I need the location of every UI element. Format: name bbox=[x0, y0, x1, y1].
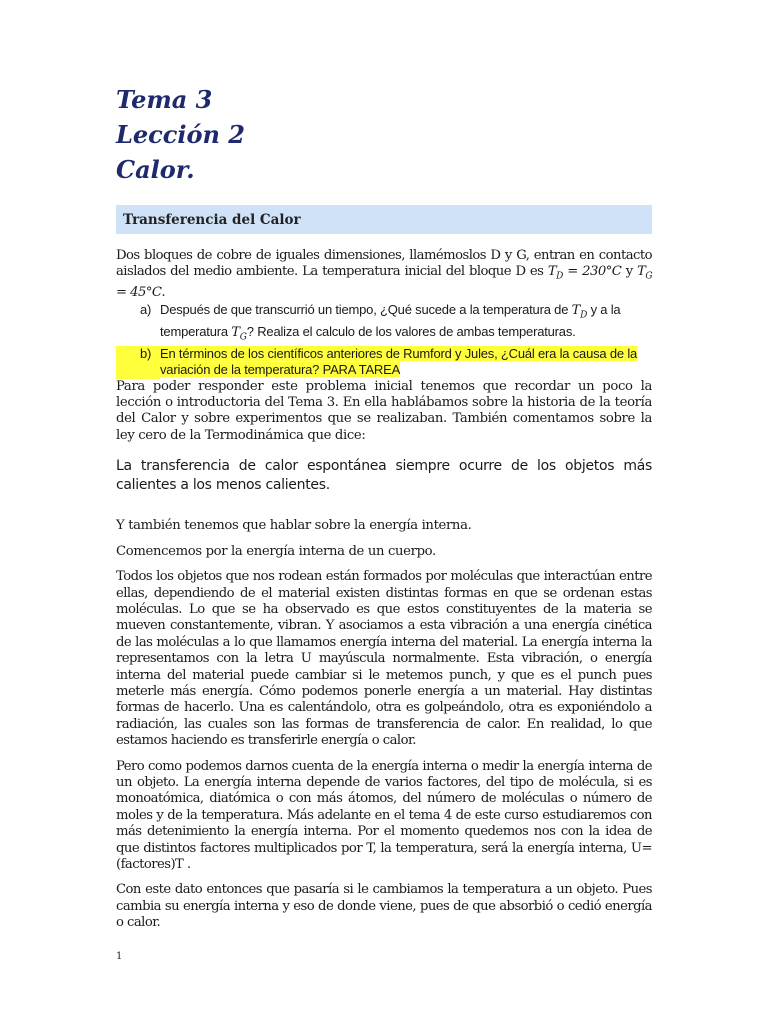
question-a-text-2: y a la temperatura bbox=[160, 301, 621, 339]
zero-law-quote: La transferencia de calor espontánea siempre ocurre de los objetos más calientes a los menos calientes. bbox=[116, 458, 652, 493]
lesson-title: Lección 2 bbox=[116, 120, 245, 149]
intro-paragraph: Para poder responder este problema inicial tenemos que recordar un poco la lección o introductoria del Tema 3. En ella hablábamos sobre la historia de la teoría del Calor y sobre experimentos que se realizaban. También comentamos sobre la ley cero de la Termodinámica que dice: bbox=[116, 378, 652, 443]
math-tg: $T_G = 45^\circ C$ bbox=[116, 264, 652, 301]
problem-and: y bbox=[621, 264, 638, 280]
begin-paragraph: Comencemos por la energía interna de un cuerpo. bbox=[116, 543, 436, 559]
problem-period: . bbox=[161, 285, 166, 301]
measure-paragraph: Pero como podemos darnos cuenta de la energía interna o medir la energía interna de un objeto. La energía interna depende de varios factores, del tipo de molécula, si es monoatómica, diatómica o con más átomos, del número de moléculas o número de moles y de la temperatura. Más adelante en el tema 4 de este curso estudiaremos con más detenimiento la energía interna. Por el momento quedemos nos con la idea de que distintos factores multiplicados por T, la temperatura, será la energía interna, U=(factores)T . bbox=[116, 758, 652, 873]
math-td-ref: $T_D$ bbox=[571, 302, 588, 321]
problem-statement bbox=[116, 248, 652, 302]
section-heading: Transferencia del Calor bbox=[123, 211, 301, 228]
document-page bbox=[116, 82, 652, 932]
list-marker: b) bbox=[116, 346, 160, 379]
list-item bbox=[116, 302, 652, 346]
math-td: $T_D = 230^\circ C$ bbox=[547, 264, 622, 283]
subject-title: Calor. bbox=[116, 155, 195, 184]
question-b-highlighted: En términos de los científicos anteriores de Rumford y Jules, ¿Cuál era la causa de la variación de la temperatura? PARA TAREA bbox=[160, 345, 638, 378]
list-marker: a) bbox=[140, 301, 152, 317]
page-number: 1 bbox=[116, 951, 123, 962]
question-a-text: Después de que transcurrió un tiempo, ¿Qué sucede a la temperatura de bbox=[160, 301, 572, 317]
question-a-text-3: ? Realiza el calculo de los valores de ambas temperaturas. bbox=[246, 323, 576, 339]
question-a bbox=[160, 302, 652, 346]
list-item bbox=[116, 346, 652, 379]
energy-paragraph: Y también tenemos que hablar sobre la energía interna. bbox=[116, 518, 472, 534]
topic-title: Tema 3 bbox=[116, 85, 213, 114]
data-paragraph: Con este dato entonces que pasaría si le cambiamos la temperatura a un objeto. Pues cambia su energía interna y eso de donde viene, pues de que absorbió o cedió energía o calor. bbox=[116, 882, 652, 931]
title-block bbox=[116, 82, 652, 187]
question-list bbox=[116, 302, 652, 379]
problem-text: Dos bloques de cobre de iguales dimensiones, llamémoslos D y G, entran en contacto aislados del medio ambiente. La temperatura inicial del bloque D es bbox=[116, 248, 652, 280]
objects-paragraph: Todos los objetos que nos rodean están formados por moléculas que interactúan entre ellas, dependiendo de el material existen distintas formas en que se ordenan estas moléculas. Lo que se ha observado es que estos constituyentes de la materia se mueven constantemente, vibran. Y asociamos a esta vibración a una energía cinética de las moléculas a lo que llamamos energía interna del material. La energía interna la representamos con la letra U mayúscula normalmente. Esta vibración, o energía interna del material puede cambiar si le metemos punch, y que es el punch pues meterle más energía. Cómo podemos ponerle energía a un material. Hay distintas formas de hacerlo. Una es calentándolo, otra es golpeándolo, otra es exponiéndolo a radiación, las cuales son las formas de transferencia de calor. En realidad, lo que estamos haciendo es transferirle energía o calor. bbox=[116, 569, 652, 749]
section-heading-bar bbox=[116, 205, 652, 234]
math-tg-ref: $T_G$ bbox=[231, 324, 247, 343]
